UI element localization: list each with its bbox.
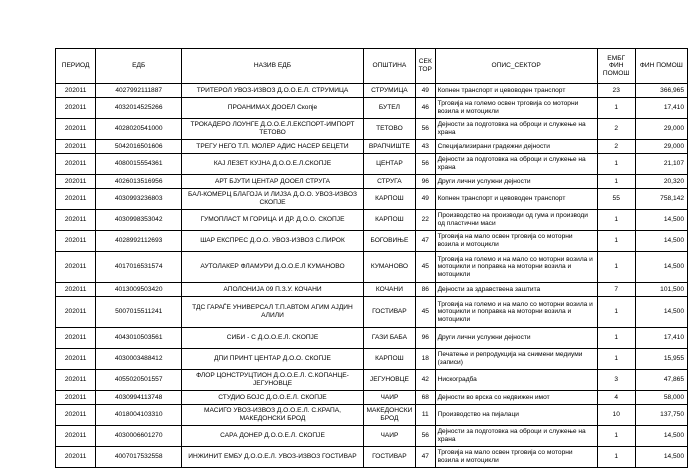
cell-period: 202011 <box>56 283 96 297</box>
cell-municipality: БУТЕЛ <box>363 98 415 119</box>
cell-edb: 4028992112693 <box>96 231 182 252</box>
cell-sector: 56 <box>416 426 436 447</box>
cell-sector-desc: Трговија на големо и на мало со моторни возила и мотоцикли и поправка на моторни возила и мотоцикли <box>435 297 597 328</box>
cell-name: САРА ДОНЕР Д.О.О.Е.Л. СКОПЈЕ <box>182 426 364 447</box>
cell-municipality: КУМАНОВО <box>363 252 415 283</box>
cell-sector: 49 <box>416 84 436 98</box>
cell-amount: 137,750 <box>635 405 687 426</box>
cell-period: 202011 <box>56 210 96 231</box>
cell-municipality: КАРПОШ <box>363 349 415 370</box>
cell-municipality: ЈЕГУНОВЦЕ <box>363 370 415 391</box>
table-body <box>56 84 688 468</box>
cell-period: 202011 <box>56 370 96 391</box>
cell-period: 202011 <box>56 231 96 252</box>
header-sector: СЕК ТОР <box>416 49 436 84</box>
cell-sector-desc: Дејности за здравствена заштита <box>435 283 597 297</box>
cell-embg: 1 <box>597 447 635 468</box>
cell-sector: 86 <box>416 283 436 297</box>
cell-municipality: ГАЗИ БАБА <box>363 328 415 349</box>
cell-municipality: ЧАИР <box>363 391 415 405</box>
cell-name: ИНЖИНИТ ЕМБУ Д.О.О.Е.Л. УВОЗ-ИЗВОЗ ГОСТИВАР <box>182 447 364 468</box>
cell-embg: 4 <box>597 391 635 405</box>
header-sector-desc: ОПИС_СЕКТОР <box>435 49 597 84</box>
table-row <box>56 297 688 328</box>
cell-municipality: КОЧАНИ <box>363 283 415 297</box>
cell-name: МАСИГО УВОЗ-ИЗВОЗ Д.О.О.Е.Л. С.КРАПА, МАКЕДОНСКИ БРОД <box>182 405 364 426</box>
table-row <box>56 140 688 154</box>
cell-period: 202011 <box>56 98 96 119</box>
cell-name: ШАР ЕКСПРЕС Д.О.О. УВОЗ-ИЗВОЗ С.ПИРОК <box>182 231 364 252</box>
cell-name: АПОЛОНИЈА 09 П.З.У. КОЧАНИ <box>182 283 364 297</box>
cell-name: ДПИ ПРИНТ ЦЕНТАР Д.О.О. СКОПЈЕ <box>182 349 364 370</box>
cell-amount: 14,500 <box>635 426 687 447</box>
cell-municipality: ЧАИР <box>363 426 415 447</box>
cell-municipality: БОГОВИЊЕ <box>363 231 415 252</box>
cell-name: ПРОАНИМАХ ДООЕЛ Скопје <box>182 98 364 119</box>
cell-edb: 4030993236803 <box>96 189 182 210</box>
cell-sector: 56 <box>416 154 436 175</box>
cell-amount: 21,107 <box>635 154 687 175</box>
cell-sector-desc: Дејности за подготовка на оброци и служење на храна <box>435 154 597 175</box>
cell-sector-desc: Копнен транспорт и цевоводен транспорт <box>435 189 597 210</box>
cell-edb: 4043010503561 <box>96 328 182 349</box>
cell-municipality: КАРПОШ <box>363 210 415 231</box>
cell-amount: 758,142 <box>635 189 687 210</box>
cell-sector-desc: Трговија на мало освен трговија со моторни возила и мотоцикли <box>435 447 597 468</box>
cell-edb: 4080015554361 <box>96 154 182 175</box>
cell-amount: 101,500 <box>635 283 687 297</box>
table-row <box>56 391 688 405</box>
cell-name: ТРИТЕРОЛ УВОЗ-ИЗВОЗ Д.О.О.Е.Л. СТРУМИЦА <box>182 84 364 98</box>
cell-amount: 58,000 <box>635 391 687 405</box>
cell-name: БАЛ-КОМЕРЦ БЛАГОЈА И ЛИЈЗА Д.О.О. УВОЗ-ИЗВОЗ СКОПЈЕ <box>182 189 364 210</box>
cell-name: ТРОКАДЕРО ЛОУНГЕ Д.О.О.Е.Л.ЕКСПОРТ-ИМПОРТ ТЕТОВО <box>182 119 364 140</box>
cell-period: 202011 <box>56 140 96 154</box>
table-row <box>56 154 688 175</box>
cell-amount: 14,500 <box>635 297 687 328</box>
table-row <box>56 370 688 391</box>
cell-sector: 45 <box>416 252 436 283</box>
cell-edb: 4018004103310 <box>96 405 182 426</box>
cell-sector: 47 <box>416 231 436 252</box>
cell-sector: 47 <box>416 447 436 468</box>
cell-edb: 4027992111887 <box>96 84 182 98</box>
cell-embg: 2 <box>597 140 635 154</box>
cell-sector: 49 <box>416 189 436 210</box>
cell-name: ГУМОПЛАСТ М ГОРИЦА И ДР. Д.О.О. СКОПЈЕ <box>182 210 364 231</box>
cell-edb: 4017016531574 <box>96 252 182 283</box>
cell-name: ТДС ГАРАЃЕ УНИВЕРСАЛ Т.П.АВТОМ АГИМ АЈДИН АЛИЛИ <box>182 297 364 328</box>
financial-aid-table <box>55 48 688 468</box>
table-row <box>56 210 688 231</box>
cell-municipality: СТРУМИЦА <box>363 84 415 98</box>
cell-name: АУТОЛАКЕР ФЛАМУРИ Д.О.О.Е.Л КУМАНОВО <box>182 252 364 283</box>
cell-sector-desc: Трговија на големо и на мало со моторни возила и мотоцикли и поправка на моторни возила и мотоцикли <box>435 252 597 283</box>
cell-amount: 14,500 <box>635 231 687 252</box>
cell-sector-desc: Копнен транспорт и цевоводен транспорт <box>435 84 597 98</box>
table-row <box>56 252 688 283</box>
table-row <box>56 119 688 140</box>
cell-period: 202011 <box>56 119 96 140</box>
table-row <box>56 328 688 349</box>
cell-sector-desc: Дејности во врска со недвижен имот <box>435 391 597 405</box>
cell-edb: 4007017532558 <box>96 447 182 468</box>
cell-embg: 1 <box>597 154 635 175</box>
cell-embg: 2 <box>597 119 635 140</box>
cell-sector-desc: Производство на пијалаци <box>435 405 597 426</box>
cell-period: 202011 <box>56 328 96 349</box>
cell-embg: 10 <box>597 405 635 426</box>
cell-name: АРТ БЈУТИ ЦЕНТАР ДООЕЛ СТРУГА <box>182 175 364 189</box>
cell-period: 202011 <box>56 189 96 210</box>
cell-sector-desc: Печатење и репродукција на снимени медиуми (записи) <box>435 349 597 370</box>
cell-embg: 1 <box>597 98 635 119</box>
cell-sector-desc: Други лични услужни дејности <box>435 328 597 349</box>
table-row <box>56 426 688 447</box>
cell-name: СИБИ - С Д.О.О.Е.Л. СКОПЈЕ <box>182 328 364 349</box>
table-row <box>56 283 688 297</box>
cell-edb: 4030006601270 <box>96 426 182 447</box>
cell-sector: 42 <box>416 370 436 391</box>
cell-amount: 14,500 <box>635 252 687 283</box>
cell-embg: 1 <box>597 231 635 252</box>
cell-sector: 56 <box>416 119 436 140</box>
cell-municipality: СТРУГА <box>363 175 415 189</box>
cell-embg: 1 <box>597 328 635 349</box>
table-row <box>56 189 688 210</box>
table-row <box>56 405 688 426</box>
cell-embg: 55 <box>597 189 635 210</box>
cell-amount: 366,965 <box>635 84 687 98</box>
cell-amount: 29,000 <box>635 140 687 154</box>
cell-sector-desc: Производство на производи од гума и производи од пластични маси <box>435 210 597 231</box>
table-row <box>56 175 688 189</box>
cell-sector-desc: Дејности за подготовка на оброци и служење на храна <box>435 426 597 447</box>
header-edb: ЕДБ <box>96 49 182 84</box>
cell-embg: 3 <box>597 370 635 391</box>
cell-period: 202011 <box>56 252 96 283</box>
cell-municipality: ЦЕНТАР <box>363 154 415 175</box>
cell-period: 202011 <box>56 84 96 98</box>
header-period: ПЕРИОД <box>56 49 96 84</box>
cell-sector-desc: Дејности за подготовка на оброци и служење на храна <box>435 119 597 140</box>
cell-edb: 4026013516956 <box>96 175 182 189</box>
cell-sector-desc: Трговија на големо освен трговија со моторни возила и мотоцикли <box>435 98 597 119</box>
cell-sector: 46 <box>416 98 436 119</box>
cell-sector-desc: Нискоградба <box>435 370 597 391</box>
cell-amount: 17,410 <box>635 98 687 119</box>
table-row <box>56 98 688 119</box>
cell-municipality: КАРПОШ <box>363 189 415 210</box>
cell-sector: 43 <box>416 140 436 154</box>
cell-amount: 14,500 <box>635 210 687 231</box>
cell-embg: 1 <box>597 252 635 283</box>
table-row <box>56 447 688 468</box>
cell-name: КАЈ ЛЕЗЕТ КУЈНА Д.О.О.Е.Л.СКОПЈЕ <box>182 154 364 175</box>
cell-municipality: ВРАПЧИШТЕ <box>363 140 415 154</box>
cell-embg: 1 <box>597 349 635 370</box>
header-name: НАЗИВ ЕДБ <box>182 49 364 84</box>
cell-sector: 22 <box>416 210 436 231</box>
cell-amount: 20,320 <box>635 175 687 189</box>
cell-edb: 4030998353042 <box>96 210 182 231</box>
cell-edb: 4032014525266 <box>96 98 182 119</box>
cell-embg: 1 <box>597 297 635 328</box>
cell-name: ФЛОР ЦОНСТРУЦТИОН Д.О.О.Е.Л. С.КОПАНЦЕ-ЈЕГУНОВЦЕ <box>182 370 364 391</box>
cell-edb: 5042016501606 <box>96 140 182 154</box>
cell-amount: 47,865 <box>635 370 687 391</box>
header-amount: ФИН ПОМОШ <box>635 49 687 84</box>
cell-sector: 96 <box>416 328 436 349</box>
cell-municipality: МАКЕДОНСКИ БРОД <box>363 405 415 426</box>
cell-period: 202011 <box>56 405 96 426</box>
cell-sector-desc: Други лични услужни дејности <box>435 175 597 189</box>
cell-period: 202011 <box>56 154 96 175</box>
cell-edb: 4028020541000 <box>96 119 182 140</box>
cell-municipality: ГОСТИВАР <box>363 297 415 328</box>
header-municipality: ОПШТИНА <box>363 49 415 84</box>
header-embg: ЕМБГ ФИН ПОМОШ <box>597 49 635 84</box>
cell-edb: 4030003488412 <box>96 349 182 370</box>
cell-embg: 23 <box>597 84 635 98</box>
cell-sector-desc: Трговија на мало освен трговија со моторни возила и мотоцикли <box>435 231 597 252</box>
cell-period: 202011 <box>56 391 96 405</box>
cell-name: ТРЕГУ НЕГО Т.П. МОЛЕР АДИС НАСЕР БЕЦЕТИ <box>182 140 364 154</box>
cell-embg: 1 <box>597 175 635 189</box>
cell-sector: 45 <box>416 297 436 328</box>
cell-edb: 5007015511241 <box>96 297 182 328</box>
cell-sector: 18 <box>416 349 436 370</box>
table-row <box>56 349 688 370</box>
table-row <box>56 84 688 98</box>
cell-sector: 68 <box>416 391 436 405</box>
cell-embg: 1 <box>597 426 635 447</box>
cell-sector-desc: Специјализирани градежни дејности <box>435 140 597 154</box>
table-header-row <box>56 49 688 84</box>
cell-sector: 96 <box>416 175 436 189</box>
cell-period: 202011 <box>56 447 96 468</box>
cell-edb: 4030994113748 <box>96 391 182 405</box>
cell-name: СТУДИО БОЈС Д.О.О.Е.Л. СКОПЈЕ <box>182 391 364 405</box>
cell-sector: 11 <box>416 405 436 426</box>
cell-period: 202011 <box>56 426 96 447</box>
cell-amount: 14,500 <box>635 447 687 468</box>
table-row <box>56 231 688 252</box>
cell-period: 202011 <box>56 297 96 328</box>
cell-embg: 7 <box>597 283 635 297</box>
cell-amount: 17,410 <box>635 328 687 349</box>
cell-amount: 29,000 <box>635 119 687 140</box>
cell-period: 202011 <box>56 349 96 370</box>
cell-edb: 4055020501557 <box>96 370 182 391</box>
cell-edb: 4013009503420 <box>96 283 182 297</box>
cell-municipality: ТЕТОВО <box>363 119 415 140</box>
cell-embg: 1 <box>597 210 635 231</box>
cell-period: 202011 <box>56 175 96 189</box>
cell-amount: 15,955 <box>635 349 687 370</box>
cell-municipality: ГОСТИВАР <box>363 447 415 468</box>
